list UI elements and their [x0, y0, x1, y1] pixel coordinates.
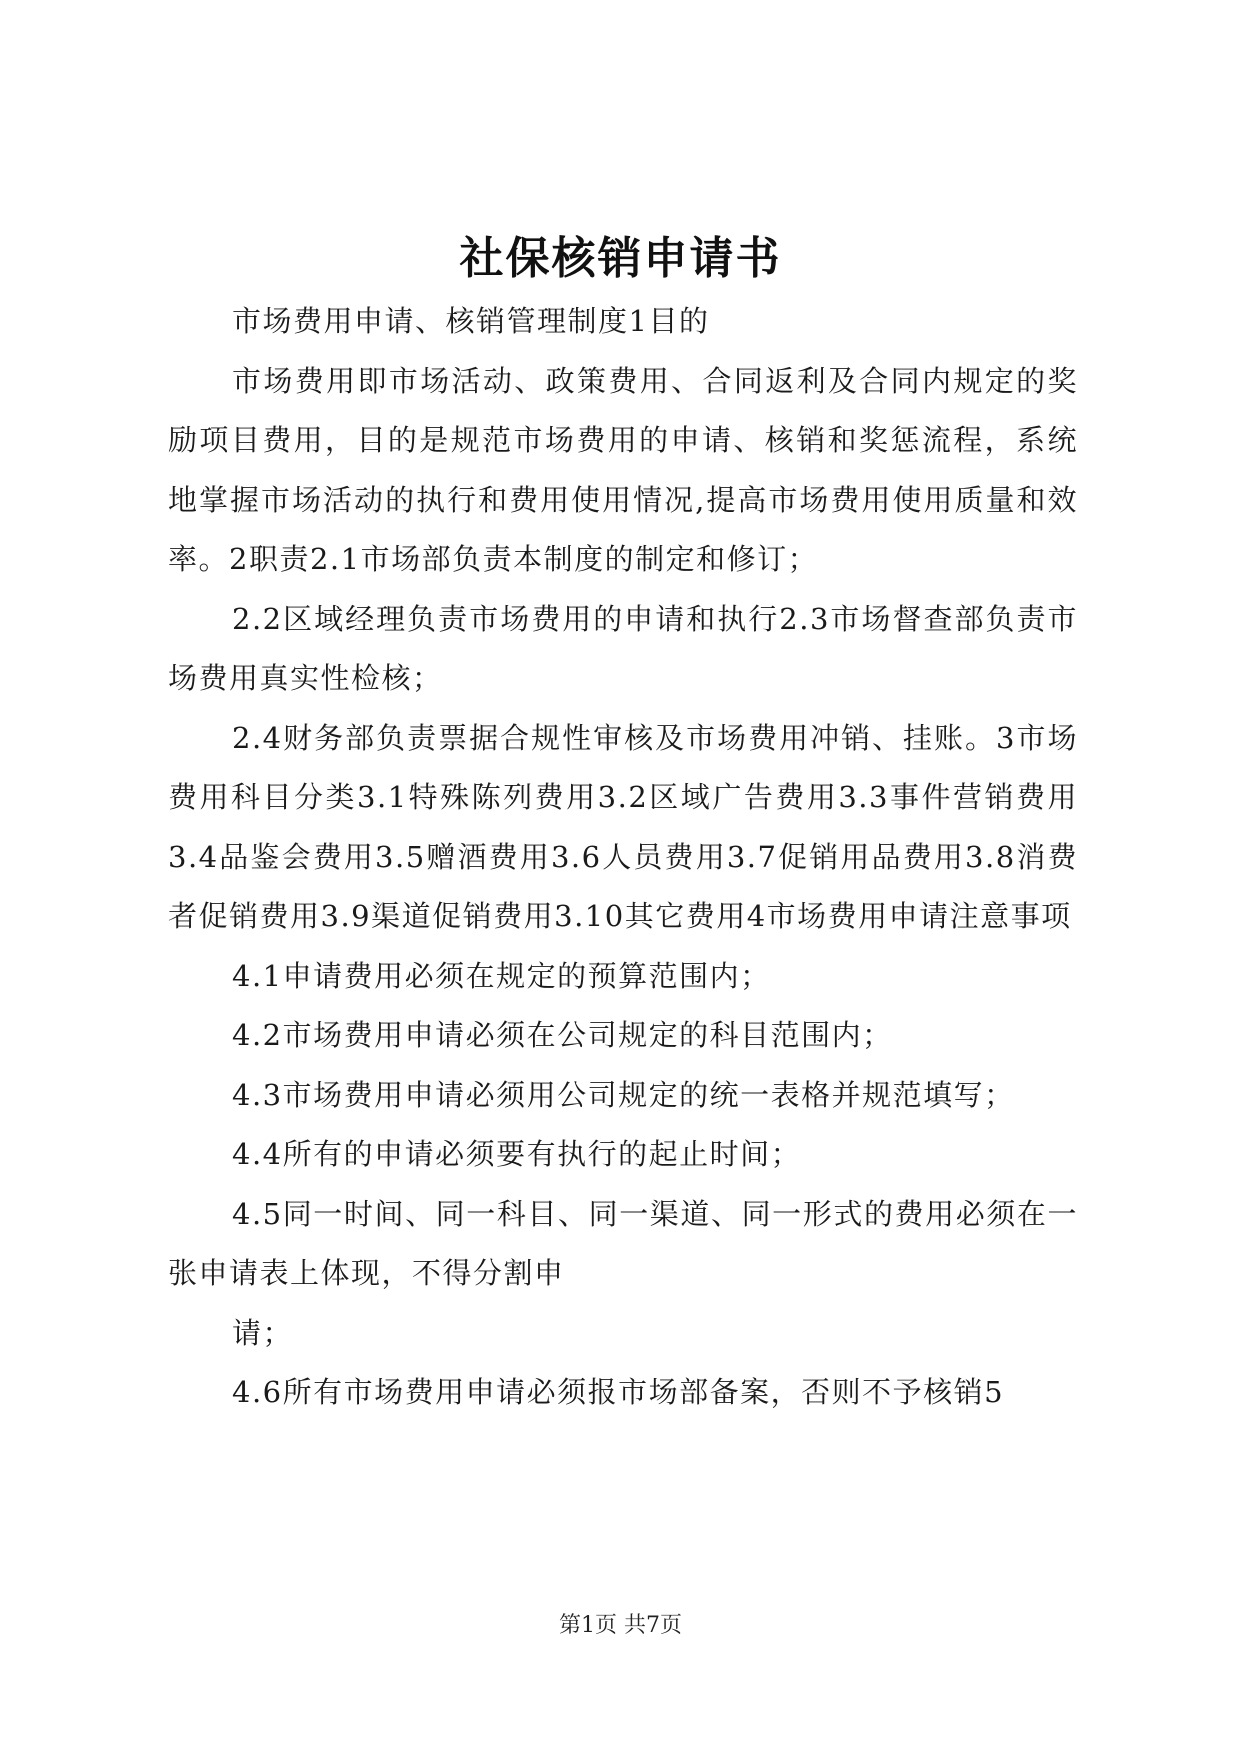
paragraph: 4.5同一时间、同一科目、同一渠道、同一形式的费用必须在一张申请表上体现，不得分割申	[168, 1196, 1078, 1290]
paragraph: 2.4财务部负责票据合规性审核及市场费用冲销、挂账。3市场费用科目分类3.1特殊陈列费用3.2区域广告费用3.3事件营销费用3.4品鉴会费用3.5赠酒费用3.6人员费用3.7促销用品费用3.8消费者促销费用3.9渠道促销费用3.10其它费用4市场费用申请注意事项	[168, 720, 1078, 933]
paragraph: 市场费用申请、核销管理制度1目的	[232, 304, 710, 338]
paragraph: 2.2区域经理负责市场费用的申请和执行2.3市场督查部负责市场费用真实性检核；	[168, 601, 1078, 695]
document-body	[168, 292, 1078, 1423]
paragraph: 4.4所有的申请必须要有执行的起止时间；	[232, 1137, 802, 1171]
paragraph: 4.3市场费用申请必须用公司规定的统一表格并规范填写；	[232, 1077, 1015, 1112]
paragraph: 4.6所有市场费用申请必须报市场部备案，否则不予核销5	[232, 1375, 1005, 1409]
document-title: 社保核销申请书	[459, 233, 782, 284]
paragraph: 市场费用即市场活动、政策费用、合同返利及合同内规定的奖励项目费用，目的是规范市场费用的申请、核销和奖惩流程，系统地掌握市场活动的执行和费用使用情况,提高市场费用使用质量和效率。2职责2.1市场部负责本制度的制定和修订；	[168, 363, 1078, 576]
paragraph: 请；	[232, 1315, 294, 1350]
paragraph: 4.2市场费用申请必须在公司规定的科目范围内；	[232, 1018, 893, 1052]
paragraph: 4.1申请费用必须在规定的预算范围内；	[232, 958, 771, 993]
page-footer: 第1页 共7页	[559, 1613, 682, 1638]
